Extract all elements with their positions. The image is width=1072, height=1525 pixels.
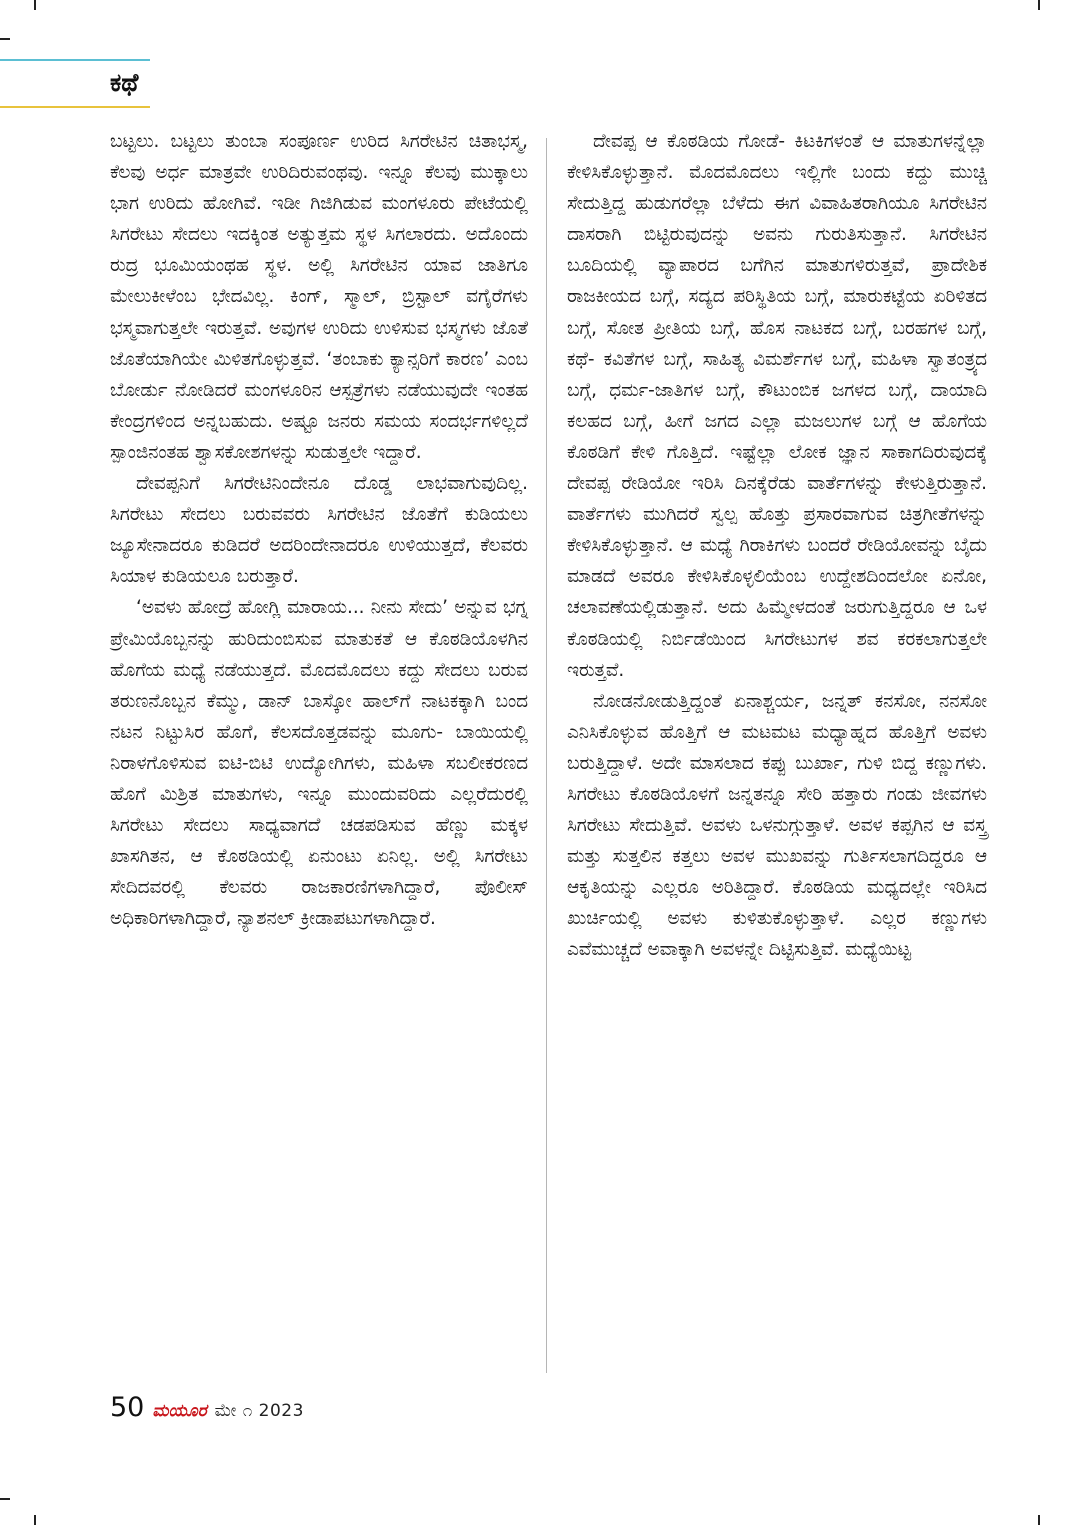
paragraph: ದೇವಪ್ಪನಿಗೆ ಸಿಗರೇಟಿನಿಂದೇನೂ ದೊಡ್ಡ ಲಾಭವಾಗುವುದಿಲ್ಲ. ಸಿಗರೇಟು ಸೇದಲು ಬರುವವರು ಸಿಗರೇಟಿನ ಜೊತೆಗೆ ಕುಡಿಯಲು ಜ್ಯೂಸೇನಾದರೂ ಕುಡಿದರೆ ಅದರಿಂದೇನಾದರೂ ಉಳಿಯುತ್ತದೆ, ಕೆಲವರು ಸಿಯಾಳ ಕುಡಿಯಲೂ ಬರುತ್ತಾರೆ. <box>110 473 528 588</box>
magazine-logo: ಮಯೂರ <box>152 1401 207 1421</box>
crop-mark <box>1038 0 1040 10</box>
header-rule-bottom <box>0 106 150 108</box>
crop-mark <box>0 38 10 40</box>
header-rule-top <box>0 59 150 61</box>
crop-mark <box>34 0 36 10</box>
page-number: 50 <box>110 1392 145 1423</box>
page-footer <box>110 1392 304 1432</box>
article-column-left <box>110 126 528 934</box>
paragraph: ‘ಅವಳು ಹೋದ್ರೆ ಹೋಗ್ಲಿ ಮಾರಾಯ... ನೀನು ಸೇದು’ ಅನ್ನುವ ಭಗ್ನ ಪ್ರೇಮಿಯೊಬ್ಬನನ್ನು ಹುರಿದುಂಬಿಸುವ ಮಾತುಕತೆ ಆ ಕೊಠಡಿಯೊಳಗಿನ ಹೊಗೆಯ ಮಧ್ಯೆ ನಡೆಯುತ್ತದೆ. ಮೊದಮೊದಲು ಕದ್ದು ಸೇದಲು ಬರುವ ತರುಣನೊಬ್ಬನ ಕೆಮ್ಮು, ಡಾನ್ ಬಾಸ್ಕೋ ಹಾಲ್‌ಗೆ ನಾಟಕಕ್ಕಾಗಿ ಬಂದ ನಟನ ನಿಟ್ಟುಸಿರ ಹೊಗೆ, ಕೆಲಸದೊತ್ತಡವನ್ನು ಮೂಗು- ಬಾಯಿಯಲ್ಲಿ ನಿರಾಳಗೊಳಿಸುವ ಐಟಿ-ಬಿಟಿ ಉದ್ಯೋಗಿಗಳು, ಮಹಿಳಾ ಸಬಲೀಕರಣದ ಹೊಗೆ ಮಿಶ್ರಿತ ಮಾತುಗಳು, ಇನ್ನೂ ಮುಂದುವರಿದು ಎಲ್ಲರೆದುರಲ್ಲಿ ಸಿಗರೇಟು ಸೇದಲು ಸಾಧ್ಯವಾಗದೆ ಚಡಪಡಿಸುವ ಹೆಣ್ಣು ಮಕ್ಕಳ ಖಾಸಗಿತನ, ಆ ಕೊಠಡಿಯಲ್ಲಿ ಏನುಂಟು ಏನಿಲ್ಲ. ಅಲ್ಲಿ ಸಿಗರೇಟು ಸೇದಿದವರಲ್ಲಿ ಕೆಲವರು ರಾಜಕಾರಣಿಗಳಾಗಿದ್ದಾರೆ, ಪೊಲೀಸ್ ಅಧಿಕಾರಿಗಳಾಗಿದ್ದಾರೆ, ನ್ಯಾಶನಲ್ ಕ್ರೀಡಾಪಟುಗಳಾಗಿದ್ದಾರೆ. <box>110 597 528 930</box>
column-divider <box>546 138 547 1373</box>
crop-mark <box>0 1498 10 1500</box>
article-column-right <box>567 126 987 966</box>
issue-date: ಮೇ ೧ 2023 <box>214 1401 304 1421</box>
paragraph: ನೋಡನೋಡುತ್ತಿದ್ದಂತೆ ಏನಾಶ್ಚರ್ಯ, ಜನ್ನತ್ ಕನಸೋ, ನನಸೋ ಎನಿಸಿಕೊಳ್ಳುವ ಹೊತ್ತಿಗೆ ಆ ಮಟಮಟ ಮಧ್ಯಾಹ್ನದ ಹೊತ್ತಿಗೆ ಅವಳು ಬರುತ್ತಿದ್ದಾಳೆ. ಅದೇ ಮಾಸಲಾದ ಕಪ್ಪು ಬುರ್ಖಾ, ಗುಳಿ ಬಿದ್ದ ಕಣ್ಣುಗಳು. ಸಿಗರೇಟು ಕೊಠಡಿಯೊಳಗೆ ಜನ್ನತನ್ನೂ ಸೇರಿ ಹತ್ತಾರು ಗಂಡು ಜೀವಗಳು ಸಿಗರೇಟು ಸೇದುತ್ತಿವೆ. ಅವಳು ಒಳನುಗ್ಗುತ್ತಾಳೆ. ಅವಳ ಕಪ್ಪಗಿನ ಆ ವಸ್ತ್ರ ಮತ್ತು ಸುತ್ತಲಿನ ಕತ್ತಲು ಅವಳ ಮುಖವನ್ನು ಗುರ್ತಿಸಲಾಗದಿದ್ದರೂ ಆ ಆಕೃತಿಯನ್ನು ಎಲ್ಲರೂ ಅರಿತಿದ್ದಾರೆ. ಕೊಠಡಿಯ ಮಧ್ಯದಲ್ಲೇ ಇರಿಸಿದ ಖುರ್ಚಿಯಲ್ಲಿ ಅವಳು ಕುಳಿತುಕೊಳ್ಳುತ್ತಾಳೆ. ಎಲ್ಲರ ಕಣ್ಣುಗಳು ಎವೆಮುಚ್ಚದೆ ಅವಾಕ್ಕಾಗಿ ಅವಳನ್ನೇ ದಿಟ್ಟಿಸುತ್ತಿವೆ. ಮಧ್ಯೆಯಿಟ್ಟ <box>567 690 987 961</box>
crop-mark <box>34 1515 36 1525</box>
paragraph: ಬಟ್ಟಲು. ಬಟ್ಟಲು ತುಂಬಾ ಸಂಪೂರ್ಣ ಉರಿದ ಸಿಗರೇಟಿನ ಚಿತಾಭಸ್ಮ, ಕೆಲವು ಅರ್ಧ ಮಾತ್ರವೇ ಉರಿದಿರುವಂಥವು. ಇನ್ನೂ ಕೆಲವು ಮುಕ್ಕಾಲು ಭಾಗ ಉರಿದು ಹೋಗಿವೆ. ಇಡೀ ಗಿಜಿಗಿಡುವ ಮಂಗಳೂರು ಪೇಟೆಯಲ್ಲಿ ಸಿಗರೇಟು ಸೇದಲು ಇದಕ್ಕಿಂತ ಅತ್ಯುತ್ತಮ ಸ್ಥಳ ಸಿಗಲಾರದು. ಅದೊಂದು ರುದ್ರ ಭೂಮಿಯಂಥಹ ಸ್ಥಳ. ಅಲ್ಲಿ ಸಿಗರೇಟಿನ ಯಾವ ಜಾತಿಗೂ ಮೇಲುಕೀಳೆಂಬ ಭೇದವಿಲ್ಲ. ಕಿಂಗ್, ಸ್ಮಾಲ್, ಬ್ರಿಸ್ಟಾಲ್ ವಗೈರೆಗಳು ಭಸ್ಮವಾಗುತ್ತಲೇ ಇರುತ್ತವೆ. ಅವುಗಳ ಉರಿದು ಉಳಿಸುವ ಭಸ್ಮಗಳು ಜೊತೆ ಜೊತೆಯಾಗಿಯೇ ಮಿಳಿತಗೊಳ್ಳುತ್ತವೆ. ‘ತಂಬಾಕು ಕ್ಯಾನ್ಸರಿಗೆ ಕಾರಣ’ ಎಂಬ ಬೋರ್ಡು ನೋಡಿದರೆ ಮಂಗಳೂರಿನ ಆಸ್ಪತ್ರೆಗಳು ನಡೆಯುವುದೇ ಇಂತಹ ಕೇಂದ್ರಗಳಿಂದ ಅನ್ನಬಹುದು. ಅಷ್ಟೂ ಜನರು ಸಮಯ ಸಂದರ್ಭಗಳಿಲ್ಲದೆ ಸ್ಪಾಂಜಿನಂತಹ ಶ್ವಾಸಕೋಶಗಳನ್ನು ಸುಡುತ್ತಲೇ ಇದ್ದಾರೆ. <box>110 131 528 463</box>
paragraph: ದೇವಪ್ಪ ಆ ಕೊಠಡಿಯ ಗೋಡೆ- ಕಿಟಕಿಗಳಂತೆ ಆ ಮಾತುಗಳನ್ನೆಲ್ಲಾ ಕೇಳಿಸಿಕೊಳ್ಳುತ್ತಾನೆ. ಮೊದಮೊದಲು ಇಲ್ಲಿಗೇ ಬಂದು ಕದ್ದು ಮುಚ್ಚಿ ಸೇದುತ್ತಿದ್ದ ಹುಡುಗರೆಲ್ಲಾ ಬೆಳೆದು ಈಗ ವಿವಾಹಿತರಾಗಿಯೂ ಸಿಗರೇಟಿನ ದಾಸರಾಗಿ ಬಿಟ್ಟಿರುವುದನ್ನು ಅವನು ಗುರುತಿಸುತ್ತಾನೆ. ಸಿಗರೇಟಿನ ಬೂದಿಯಲ್ಲಿ ವ್ಯಾಪಾರದ ಬಗೆಗಿನ ಮಾತುಗಳಿರುತ್ತವೆ, ಪ್ರಾದೇಶಿಕ ರಾಜಕೀಯದ ಬಗ್ಗೆ, ಸದ್ಯದ ಪರಿಸ್ಥಿತಿಯ ಬಗ್ಗೆ, ಮಾರುಕಟ್ಟೆಯ ಏರಿಳಿತದ ಬಗ್ಗೆ, ಸೋತ ಪ್ರೀತಿಯ ಬಗ್ಗೆ, ಹೊಸ ನಾಟಕದ ಬಗ್ಗೆ, ಬರಹಗಳ ಬಗ್ಗೆ, ಕಥೆ- ಕವಿತೆಗಳ ಬಗ್ಗೆ, ಸಾಹಿತ್ಯ ವಿಮರ್ಶೆಗಳ ಬಗ್ಗೆ, ಮಹಿಳಾ ಸ್ವಾತಂತ್ರ್ಯದ ಬಗ್ಗೆ, ಧರ್ಮ-ಜಾತಿಗಳ ಬಗ್ಗೆ, ಕೌಟುಂಬಿಕ ಜಗಳದ ಬಗ್ಗೆ, ದಾಯಾದಿ ಕಲಹದ ಬಗ್ಗೆ, ಹೀಗೆ ಜಗದ ಎಲ್ಲಾ ಮಜಲುಗಳ ಬಗ್ಗೆ ಆ ಹೊಗೆಯ ಕೊಠಡಿಗೆ ಕೇಳಿ ಗೊತ್ತಿದೆ. ಇಷ್ಟೆಲ್ಲಾ ಲೋಕ ಜ್ಞಾನ ಸಾಕಾಗದಿರುವುದಕ್ಕೆ ದೇವಪ್ಪ ರೇಡಿಯೋ ಇರಿಸಿ ದಿನಕ್ಕೆರೆಡು ವಾರ್ತೆಗಳನ್ನು ಕೇಳುತ್ತಿರುತ್ತಾನೆ. ವಾರ್ತೆಗಳು ಮುಗಿದರೆ ಸ್ವಲ್ಪ ಹೊತ್ತು ಪ್ರಸಾರವಾಗುವ ಚಿತ್ರಗೀತೆಗಳನ್ನು ಕೇಳಿಸಿಕೊಳ್ಳುತ್ತಾನೆ. ಆ ಮಧ್ಯೆ ಗಿರಾಕಿಗಳು ಬಂದರೆ ರೇಡಿಯೋವನ್ನು ಬೈದು ಮಾಡದೆ ಅವರೂ ಕೇಳಿಸಿಕೊಳ್ಳಲಿಯೆಂಬ ಉದ್ದೇಶದಿಂದಲೋ ಏನೋ, ಚಲಾವಣೆಯಲ್ಲಿಡುತ್ತಾನೆ. ಅದು ಹಿಮ್ಮೇಳದಂತೆ ಜರುಗುತ್ತಿದ್ದರೂ ಆ ಒಳ ಕೊಠಡಿಯಲ್ಲಿ ನಿರ್ಬಿಡೆಯಿಂದ ಸಿಗರೇಟುಗಳ ಶವ ಕರಕಲಾಗುತ್ತಲೇ ಇರುತ್ತವೆ. <box>567 131 987 681</box>
crop-mark <box>1038 1515 1040 1525</box>
section-title: ಕಥೆ <box>110 68 139 97</box>
